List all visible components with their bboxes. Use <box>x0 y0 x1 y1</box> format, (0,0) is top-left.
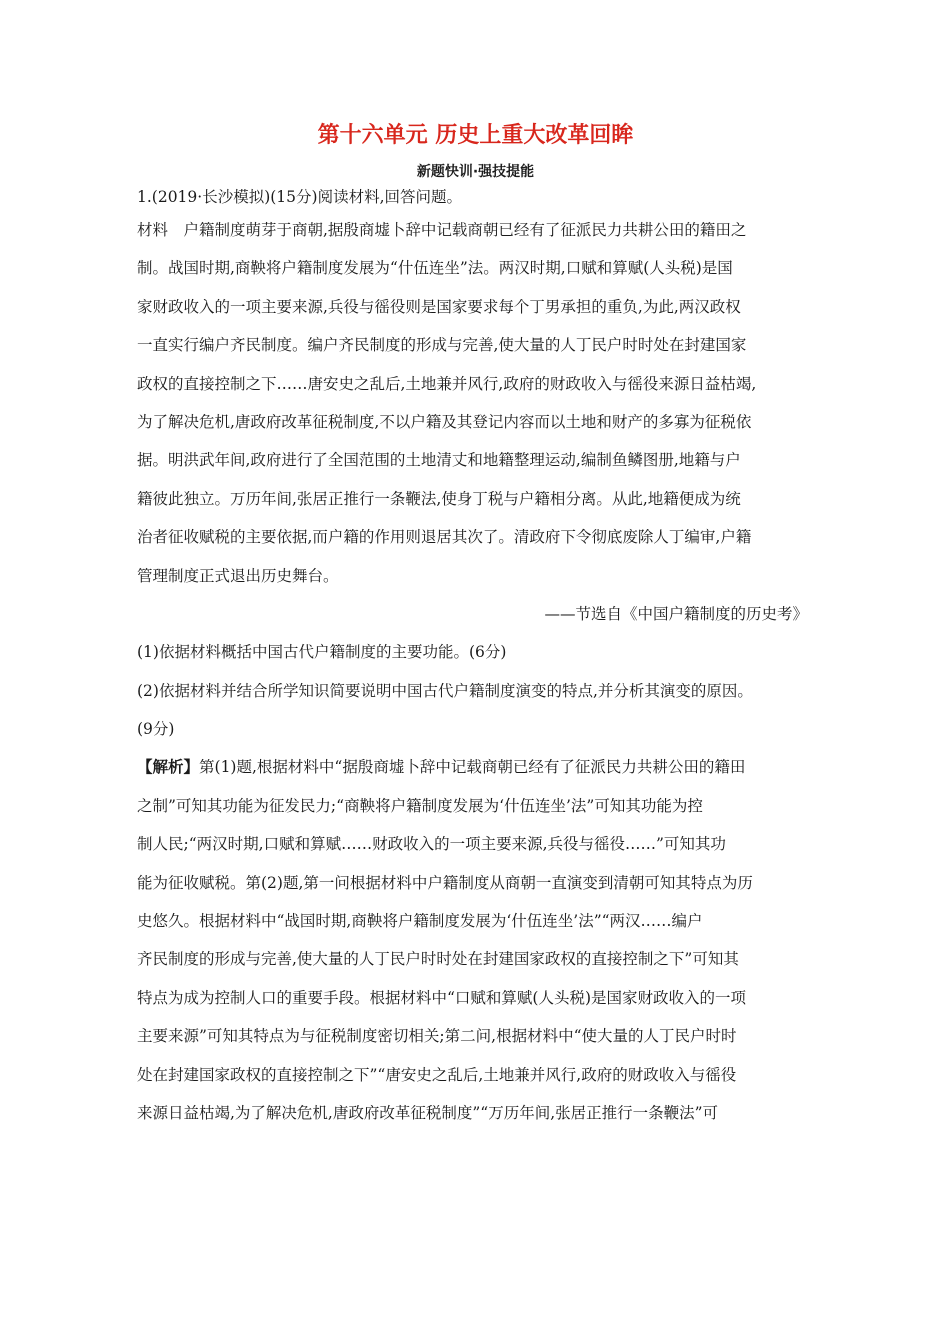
analysis-line: 之制”可知其功能为征发民力;“商鞅将户籍制度发展为‘什伍连坐’法”可知其功能为控 <box>137 796 703 815</box>
material-line: 籍彼此独立。万历年间,张居正推行一条鞭法,使身丁税与户籍相分离。从此,地籍便成为统 <box>137 489 741 508</box>
analysis-line: 处在封建国家政权的直接控制之下”“唐安史之乱后,土地兼并风行,政府的财政收入与徭役 <box>137 1065 737 1084</box>
material-line: 据。明洪武年间,政府进行了全国范围的土地清丈和地籍整理运动,编制鱼鳞图册,地籍与户 <box>137 451 741 470</box>
sub-question-2: (2)依据材料并结合所学知识简要说明中国古代户籍制度演变的特点,并分析其演变的原因。 <box>137 681 753 700</box>
analysis-first-line <box>137 748 814 786</box>
material-line: 家财政收入的一项主要来源,兵役与徭役则是国家要求每个丁男承担的重负,为此,两汉政权 <box>137 297 741 316</box>
material-line: 材料 户籍制度萌芽于商朝,据殷商墟卜辞中记载商朝已经有了征派民力共耕公田的籍田之 <box>137 221 747 239</box>
page-title: 第十六单元 历史上重大改革回眸 <box>317 123 634 148</box>
analysis-paragraph <box>137 748 814 1132</box>
material-line: 制。战国时期,商鞅将户籍制度发展为“什伍连坐”法。两汉时期,口赋和算赋(人头税)是国 <box>137 259 733 278</box>
analysis-line: 来源日益枯竭,为了解决危机,唐政府改革征税制度”“万历年间,张居正推行一条鞭法”可 <box>137 1103 719 1122</box>
analysis-line: 齐民制度的形成与完善,使大量的人丁民户时时处在封建国家政权的直接控制之下”可知其 <box>137 950 739 969</box>
material-paragraph <box>137 211 814 595</box>
material-line: 为了解决危机,唐政府改革征税制度,不以户籍及其登记内容而以土地和财产的多寡为征税依 <box>137 412 752 431</box>
analysis-line: 主要来源”可知其特点为与征税制度密切相关;第二问,根据材料中“使大量的人丁民户时时 <box>137 1027 737 1046</box>
sub-questions <box>137 633 814 748</box>
analysis-label: 【解析】 <box>137 757 200 777</box>
question-header: 1.(2019·长沙模拟)(15分)阅读材料,回答问题。 <box>137 188 463 206</box>
sub-question-1: (1)依据材料概括中国古代户籍制度的主要功能。(6分) <box>137 643 507 662</box>
sub-question-2-score: (9分) <box>137 720 175 739</box>
analysis-line: 特点为成为控制人口的重要手段。根据材料中“口赋和算赋(人头税)是国家财政收入的一项 <box>137 988 747 1007</box>
analysis-text: 第(1)题,根据材料中“据殷商墟卜辞中记载商朝已经有了征派民力共耕公田的籍田 <box>199 758 746 777</box>
analysis-line: 制人民;“两汉时期,口赋和算赋……财政收入的一项主要来源,兵役与徭役……”可知其功 <box>137 835 726 854</box>
material-source: ——节选自《中国户籍制度的历史考》 <box>544 604 808 623</box>
material-line: 一直实行编户齐民制度。编户齐民制度的形成与完善,使大量的人丁民户时时处在封建国家 <box>137 336 747 355</box>
analysis-line: 史悠久。根据材料中“战国时期,商鞅将户籍制度发展为‘什伍连坐’法”“两汉……编户 <box>137 912 703 931</box>
material-line: 政权的直接控制之下……唐安史之乱后,土地兼并风行,政府的财政收入与徭役来源日益枯竭, <box>137 374 757 393</box>
analysis-line: 能为征收赋税。第(2)题,第一问根据材料中户籍制度从商朝一直演变到清朝可知其特点为历 <box>137 873 753 892</box>
material-line: 管理制度正式退出历史舞台。 <box>137 566 339 585</box>
page-subtitle: 新题快训·强技提能 <box>416 164 535 180</box>
document-page <box>137 118 814 1132</box>
material-line: 治者征收赋税的主要依据,而户籍的作用则退居其次了。清政府下令彻底废除人丁编审,户籍 <box>137 528 752 547</box>
